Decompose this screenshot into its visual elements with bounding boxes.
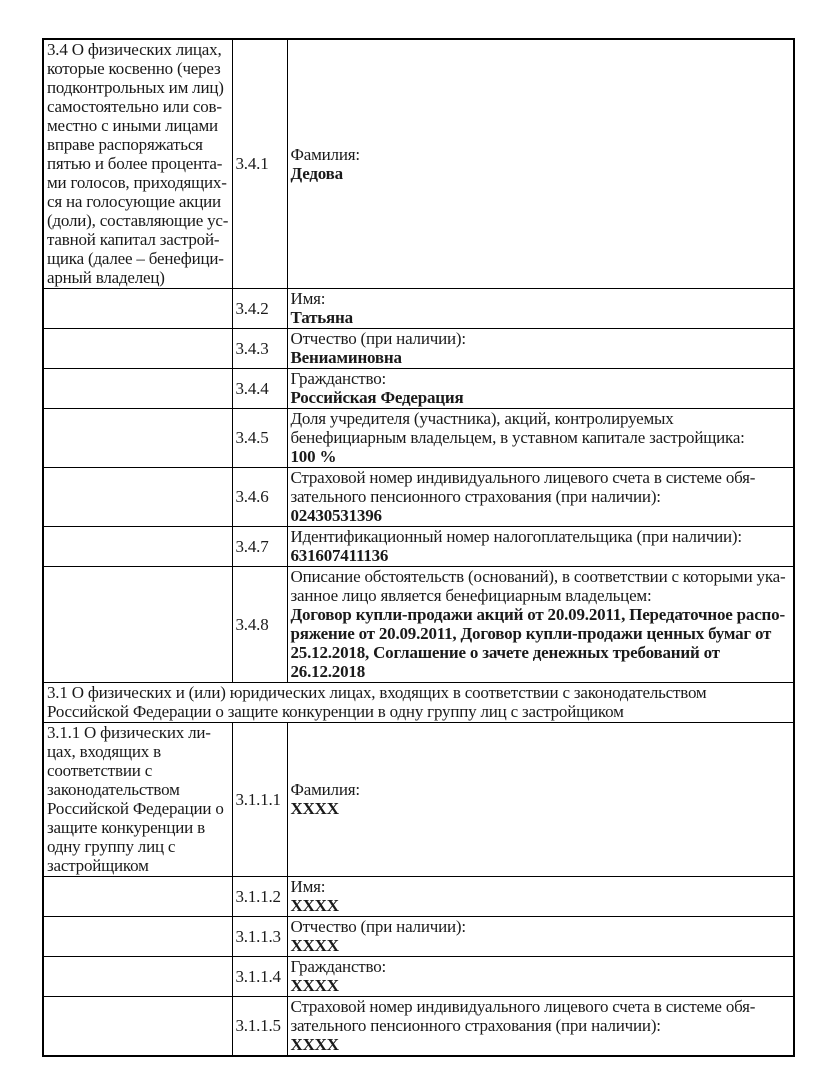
row-number: 3.1.1.1 [232,723,287,877]
group-description: 3.1.1 О физических лицах, входящих в соответствии с законодательством Российской Федерации о защите конкуренции в одну группу лиц с застройщиком [43,723,232,877]
group-description-empty [43,329,232,369]
field-cell [287,917,794,957]
row-number: 3.1.1.5 [232,997,287,1057]
row-number: 3.1.1.3 [232,917,287,957]
row-number: 3.4.3 [232,329,287,369]
field-cell [287,468,794,527]
table-row [43,369,794,409]
table-row [43,329,794,369]
field-cell [287,39,794,289]
group-description-empty [43,877,232,917]
table-row [43,39,794,289]
field-label: Отчество (при наличии): [290,917,466,936]
row-number: 3.4.6 [232,468,287,527]
field-label: Идентификационный номер налогоплательщика (при наличии): [290,527,742,546]
field-cell [287,723,794,877]
field-value: Договор купли-продажи акций от 20.09.2011, Передаточное распоряжение от 20.09.2011, Договор купли-продажи ценных бумаг от 25.12.2018, Соглашение о зачете денежных требований от 26.12.2018 [290,605,786,681]
row-number: 3.4.2 [232,289,287,329]
field-cell [287,329,794,369]
field-cell [287,289,794,329]
field-label: Фамилия: [290,144,360,164]
field-label: Имя: [290,289,326,308]
field-value: XXXX [290,936,339,955]
table-row [43,527,794,567]
field-value: Российская Федерация [290,388,464,407]
row-number: 3.4.7 [232,527,287,567]
row-number: 3.1.1.2 [232,877,287,917]
field-value: XXXX [290,1035,339,1054]
field-label: Описание обстоятельств (оснований), в соответствии с которыми указанное лицо является бенефициарным владельцем: [290,567,786,605]
group-description-empty [43,289,232,329]
group-description-empty [43,957,232,997]
group-description-empty [43,567,232,683]
section-header-row [43,683,794,723]
field-label: Имя: [290,877,326,896]
field-label: Страховой номер индивидуального лицевого счета в системе обязательного пенсионного страхования (при наличии): [290,468,756,506]
table-row [43,468,794,527]
field-cell [287,997,794,1057]
field-cell [287,957,794,997]
field-value: 100 % [290,447,337,466]
row-number: 3.1.1.4 [232,957,287,997]
field-value: 02430531396 [290,506,382,525]
declaration-table [42,38,795,1057]
field-label: Доля учредителя (участника), акций, контролируемых бенефициарным владельцем, в уставном капитале застройщика: [290,409,745,447]
row-number: 3.4.5 [232,409,287,468]
group-description-empty [43,468,232,527]
field-cell [287,369,794,409]
table-row [43,917,794,957]
field-value: Дедова [290,163,343,183]
field-value: XXXX [290,976,339,995]
field-label: Страховой номер индивидуального лицевого счета в системе обязательного пенсионного страхования (при наличии): [290,997,756,1035]
field-cell [287,527,794,567]
group-description-empty [43,369,232,409]
table-row [43,957,794,997]
field-value: XXXX [290,799,339,818]
field-cell [287,409,794,468]
field-label: Гражданство: [290,957,387,976]
field-label: Гражданство: [290,369,387,388]
field-value: Татьяна [290,308,353,327]
row-number: 3.4.4 [232,369,287,409]
group-description: 3.4 О физических лицах, которые косвенно (через подконтрольных им лиц) самостоятельно или совместно с иными лицами вправе распоряжаться пятью и более процентами голосов, приходящихся на голосующие акции (доли), составляющие уставной капитал застройщика (далее – бенефициарный владелец) [43,39,232,289]
field-label: Фамилия: [290,780,360,799]
table-row [43,567,794,683]
table-row [43,289,794,329]
group-description-empty [43,917,232,957]
table-row [43,409,794,468]
field-cell [287,877,794,917]
table-row [43,997,794,1057]
row-number: 3.4.8 [232,567,287,683]
field-value: XXXX [290,896,339,915]
section-header: 3.1 О физических и (или) юридических лицах, входящих в соответствии с законодательством Российской Федерации о защите конкуренции в одну группу лиц с застройщиком [43,683,794,723]
group-description-empty [43,409,232,468]
field-cell [287,567,794,683]
table-row [43,723,794,877]
field-label: Отчество (при наличии): [290,329,466,348]
group-description-empty [43,997,232,1057]
field-value: 631607411136 [290,546,389,565]
table-row [43,877,794,917]
group-description-empty [43,527,232,567]
field-value: Вениаминовна [290,348,402,367]
row-number: 3.4.1 [232,39,287,289]
